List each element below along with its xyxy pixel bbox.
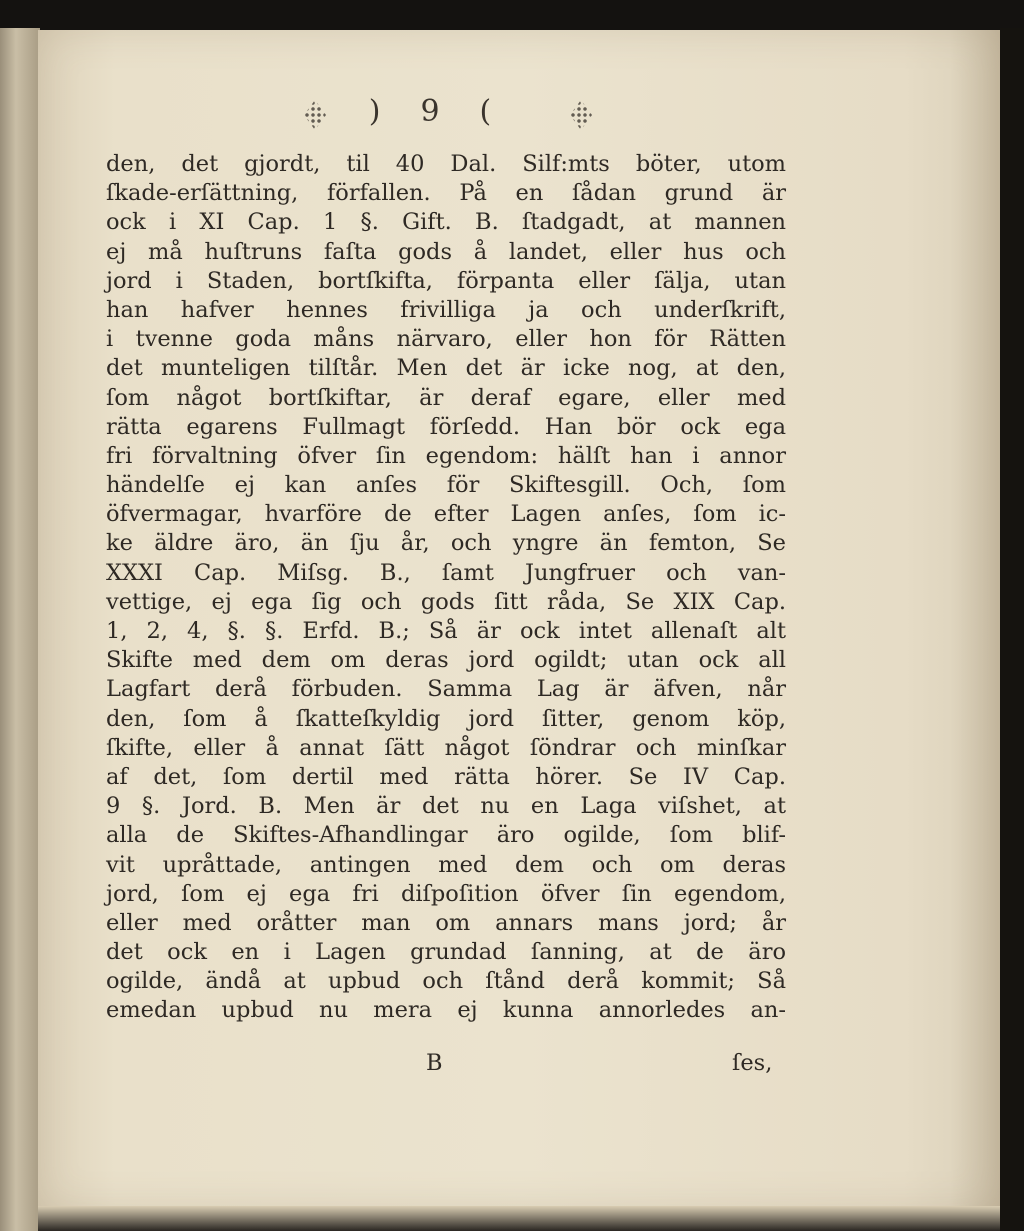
right-bracket: (: [479, 94, 532, 129]
facing-page-edge: [0, 28, 40, 1231]
text-line: ke äldre äro, än ſju år, och yngre än femton, Se: [106, 530, 786, 557]
text-line: öfvermagar, hvarföre de efter Lagen anſes, ſom ic-: [106, 501, 786, 528]
page-number: 9: [420, 94, 480, 129]
text-line: den, ſom å ſkatteſkyldig jord ſitter, genom köp,: [106, 705, 786, 732]
text-line: vettige, ej ega ſig och gods ſitt råda, Se XIX Cap.: [106, 588, 786, 615]
page-number-line: [350, 94, 550, 129]
text-line: 9 §. Jord. B. Men är det nu en Laga viſshet, at: [106, 793, 786, 820]
body-text: [106, 150, 786, 1026]
text-line: eller med oråtter man om annars mans jord; år: [106, 909, 786, 936]
catchword: ſes,: [732, 1050, 773, 1076]
page-fore-edge: [950, 30, 1002, 1210]
text-line: af det, ſom dertil med rätta hörer. Se IV Cap.: [106, 763, 786, 790]
text-line: rätta egarens Fullmagt förſedd. Han bör ock ega: [106, 413, 786, 440]
text-line: 1, 2, 4, §. §. Erfd. B.; Så är ock intet allenaſt alt: [106, 618, 786, 644]
text-line: händelſe ej kan anſes för Skiftesgill. Och, ſom: [106, 472, 786, 499]
scan-right-border: [1000, 28, 1024, 1231]
text-line: ogilde, ändå at upbud och ſtånd derå kommit; Så: [106, 968, 786, 995]
text-line: det munteligen tilſtår. Men det är icke nog, at den,: [106, 355, 786, 382]
text-line: i tvenne goda måns närvaro, eller hon för Rätten: [106, 326, 786, 353]
left-bracket: ): [368, 94, 421, 129]
text-line: ſkade-erſättning, förfallen. På en ſådan grund är: [106, 180, 786, 207]
text-line: den, det gjordt, til 40 Dal. Silf:mts böter, utom: [106, 151, 786, 177]
text-line: fri förvaltning öfver ſin egendom: hälſt han i annor: [106, 442, 786, 469]
text-line: alla de Skiftes-Afhandlingar äro ogilde, ſom blif-: [106, 822, 786, 849]
running-head: [298, 92, 628, 142]
text-line: Skifte med dem om deras jord ogildt; utan ock all: [106, 647, 786, 674]
text-line: ej må huſtruns faſta gods å landet, eller hus och: [106, 238, 786, 265]
text-line: vit upråttade, antingen med dem och om deras: [106, 851, 786, 878]
text-line: ſom något bortſkiftar, är deraf egare, eller med: [106, 384, 786, 411]
page-footer: [106, 1046, 786, 1080]
text-line: emedan upbud nu mera ej kunna annorledes an-: [106, 997, 786, 1024]
text-line: det ock en i Lagen grundad ſanning, at de äro: [106, 939, 786, 966]
text-line: jord, ſom ej ega fri diſpoſition öfver ſin egendom,: [106, 880, 786, 907]
ornament-icon: [304, 100, 326, 130]
text-line: han hafver hennes frivilliga ja och underſkrift,: [106, 296, 786, 323]
signature-mark: B: [426, 1050, 443, 1076]
page-bottom-shadow: [38, 1206, 1000, 1231]
scan-top-border: [0, 0, 1024, 30]
text-line: jord i Staden, bortſkifta, förpanta eller ſälja, utan: [106, 267, 786, 294]
text-line: XXXI Cap. Miſsg. B., ſamt Jungfruer och van-: [106, 559, 786, 586]
text-line: ock i XI Cap. 1 §. Gift. B. ſtadgadt, at mannen: [106, 209, 786, 236]
text-line: Lagfart derå förbuden. Samma Lag är äfven, når: [106, 676, 786, 703]
text-line: ſkifte, eller å annat ſätt något ſöndrar och minſkar: [106, 734, 786, 761]
ornament-icon: [570, 100, 592, 130]
